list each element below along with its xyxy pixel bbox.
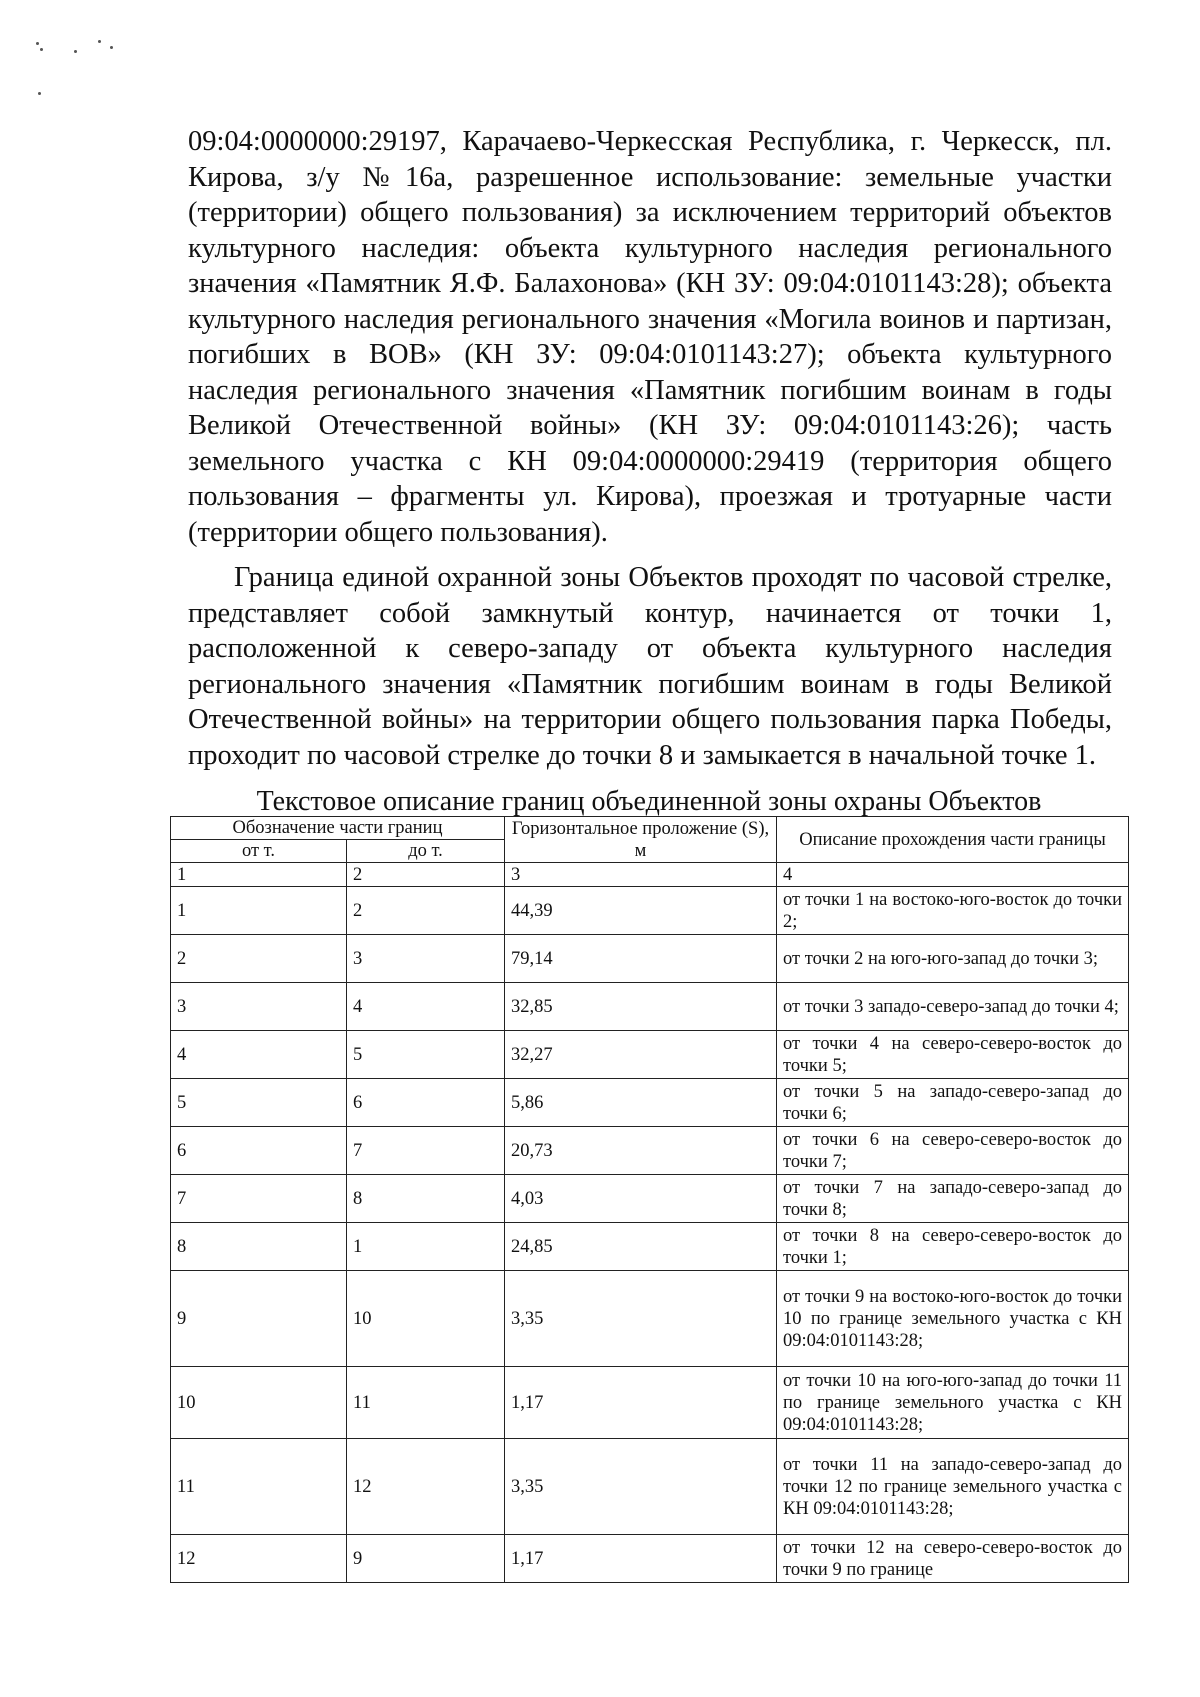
table-row [171, 935, 1129, 983]
column-number-row [171, 863, 1129, 887]
description-cell: от точки 12 на северо-северо-восток до точки 9 по границе [777, 1535, 1129, 1583]
to-point-cell: 3 [347, 935, 505, 983]
scan-specks [28, 30, 138, 100]
from-point-cell: 8 [171, 1223, 347, 1271]
to-point-cell: 11 [347, 1367, 505, 1439]
length-cell: 4,03 [505, 1175, 777, 1223]
from-point-cell: 7 [171, 1175, 347, 1223]
table-caption: Текстовое описание границ объединенной зоны охраны Объектов [256, 786, 1042, 817]
table-row [171, 1439, 1129, 1535]
table-row [171, 1079, 1129, 1127]
to-point-cell: 4 [347, 983, 505, 1031]
boundary-table [170, 816, 1129, 1583]
from-point-cell: 12 [171, 1535, 347, 1583]
length-cell: 3,35 [505, 1271, 777, 1367]
description-cell: от точки 3 западо-северо-запад до точки 4; [777, 983, 1129, 1031]
description-cell: от точки 2 на юго-юго-запад до точки 3; [777, 935, 1129, 983]
to-point-cell: 6 [347, 1079, 505, 1127]
description-cell: от точки 1 на востоко-юго-восток до точки 2; [777, 887, 1129, 935]
length-cell: 32,27 [505, 1031, 777, 1079]
from-point-cell: 11 [171, 1439, 347, 1535]
table-row [171, 983, 1129, 1031]
header-horizontal-length: Горизонтальное проложение (S), м [505, 817, 777, 863]
header-description: Описание прохождения части границы [777, 817, 1129, 863]
table-row [171, 1223, 1129, 1271]
from-point-cell: 5 [171, 1079, 347, 1127]
length-cell: 20,73 [505, 1127, 777, 1175]
description-cell: от точки 5 на западо-северо-запад до точки 6; [777, 1079, 1129, 1127]
table-row [171, 1127, 1129, 1175]
description-cell: от точки 11 на западо-северо-запад до точки 12 по границе земельного участка с КН 09:04:0101143:28; [777, 1439, 1129, 1535]
length-cell: 3,35 [505, 1439, 777, 1535]
column-number: 2 [347, 863, 505, 887]
to-point-cell: 5 [347, 1031, 505, 1079]
to-point-cell: 10 [347, 1271, 505, 1367]
length-cell: 44,39 [505, 887, 777, 935]
column-number: 1 [171, 863, 347, 887]
table-row [171, 1271, 1129, 1367]
header-from-point: от т. [171, 840, 347, 863]
table-row [171, 1031, 1129, 1079]
length-cell: 32,85 [505, 983, 777, 1031]
to-point-cell: 7 [347, 1127, 505, 1175]
description-cell: от точки 10 на юго-юго-запад до точки 11 по границе земельного участка с КН 09:04:0101143:28; [777, 1367, 1129, 1439]
description-cell: от точки 8 на северо-северо-восток до точки 1; [777, 1223, 1129, 1271]
table-row [171, 1367, 1129, 1439]
from-point-cell: 3 [171, 983, 347, 1031]
paragraph-land-plot: 09:04:0000000:29197, Карачаево-Черкесская Республика, г. Черкесск, пл. Кирова, з/у №16а, разрешенное использование: земельные участки (территории) общего пользования) за исключением территорий объектов культурного наследия: объекта культурного наследия регионального значения «Памятник Я.Ф. Балахонова» (КН ЗУ: 09:04:0101143:28); объекта культурного наследия регионального значения «Могила воинов и партизан, погибших в ВОВ» (КН ЗУ: 09:04:0101143:27); объекта культурного наследия регионального значения «Памятник погибшим воинам в годы Великой Отечественной войны» (КН ЗУ: 09:04:0101143:26); часть земельного участка с КН 09:04:0000000:29419 (территория общего пользования – фрагменты ул. Кирова), проезжая и тротуарные части (территории общего пользования). [188, 126, 1112, 548]
to-point-cell: 1 [347, 1223, 505, 1271]
from-point-cell: 6 [171, 1127, 347, 1175]
header-to-point: до т. [347, 840, 505, 863]
length-cell: 1,17 [505, 1367, 777, 1439]
to-point-cell: 12 [347, 1439, 505, 1535]
header-row-1 [171, 817, 1129, 840]
description-cell: от точки 4 на северо-северо-восток до точки 5; [777, 1031, 1129, 1079]
length-cell: 1,17 [505, 1535, 777, 1583]
from-point-cell: 9 [171, 1271, 347, 1367]
from-point-cell: 10 [171, 1367, 347, 1439]
to-point-cell: 9 [347, 1535, 505, 1583]
description-cell: от точки 6 на северо-северо-восток до точки 7; [777, 1127, 1129, 1175]
table-row [171, 1175, 1129, 1223]
length-cell: 24,85 [505, 1223, 777, 1271]
to-point-cell: 2 [347, 887, 505, 935]
column-number: 3 [505, 863, 777, 887]
from-point-cell: 1 [171, 887, 347, 935]
length-cell: 5,86 [505, 1079, 777, 1127]
table-row [171, 887, 1129, 935]
table-row [171, 1535, 1129, 1583]
description-cell: от точки 9 на востоко-юго-восток до точки 10 по границе земельного участка с КН 09:04:0101143:28; [777, 1271, 1129, 1367]
from-point-cell: 4 [171, 1031, 347, 1079]
header-boundary-designation: Обозначение части границ [171, 817, 505, 840]
paragraph-zone-boundary: Граница единой охранной зоны Объектов проходят по часовой стрелке, представляет собой замкнутый контур, начинается от точки 1, расположенной к северо-западу от объекта культурного наследия регионального значения «Памятник погибшим воинам в годы Великой Отечественной войны» на территории общего пользования парка Победы, проходит по часовой стрелке до точки 8 и замыкается в начальной точке 1. [188, 562, 1112, 771]
to-point-cell: 8 [347, 1175, 505, 1223]
column-number: 4 [777, 863, 1129, 887]
length-cell: 79,14 [505, 935, 777, 983]
description-cell: от точки 7 на западо-северо-запад до точки 8; [777, 1175, 1129, 1223]
from-point-cell: 2 [171, 935, 347, 983]
